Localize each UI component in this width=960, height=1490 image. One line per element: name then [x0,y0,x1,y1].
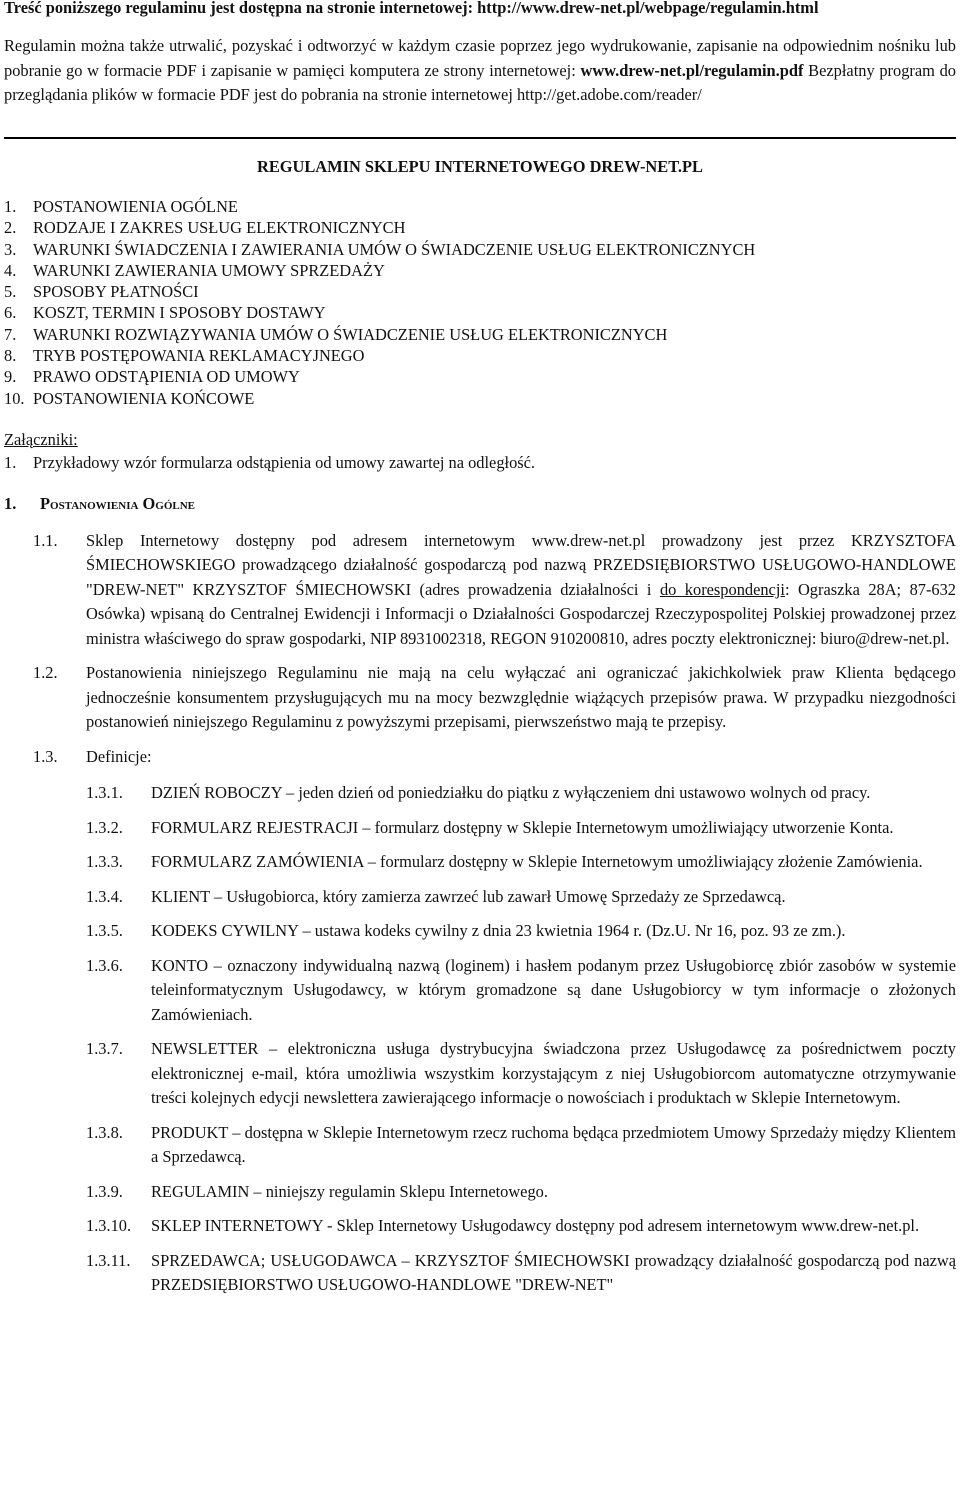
intro-pdf-link[interactable]: www.drew-net.pl/regulamin.pdf [580,60,804,80]
definition-number: 1.3.11. [86,1250,131,1270]
definition-item [86,850,956,875]
toc-item [4,217,956,238]
intro-text-end: Bezpłatny program do przeglądania plików w formacie PDF jest do pobrania na stronie internetowej http://get.adobe.com/reader/ [4,60,956,104]
intro-source-line: Treść poniższego regulaminu jest dostępna na stronie internetowej: http://www.drew-net.pl/webpage/regulamin.html [4,0,819,17]
toc-label: WARUNKI ŚWIADCZENIA I ZAWIERANIA UMÓW O ŚWIADCZENIE USŁUG ELEKTRONICZNYCH [33,239,756,259]
toc-item [4,239,956,260]
title-divider [4,137,956,139]
definition-text: PRODUKT – dostępna w Sklepie Internetowym rzecz ruchoma będąca przedmiotem Umowy Sprzedaży między Klientem a Sprzedawcą. [151,1122,956,1167]
paragraph-number: 1.1. [33,530,58,550]
definition-text: NEWSLETTER – elektroniczna usługa dystrybucyjna świadczona przez Usługodawcę za pośrednictwem poczty elektronicznej e-mail, która umożliwia wszystkim korzystającym z niej Usługobiorcom automatyczne otrzymywanie treści kolejnych edycji newslettera zawierającego informacje o nowościach i produktach w Sklepie Internetowym. [151,1039,956,1108]
definition-item [86,1180,956,1205]
toc-item [4,260,956,281]
definition-text: KODEKS CYWILNY – ustawa kodeks cywilny z dnia 23 kwietnia 1964 r. (Dz.U. Nr 16, poz. 93 ze zm.). [151,921,846,941]
section-heading [4,492,956,517]
definition-text: KONTO – oznaczony indywidualną nazwą (loginem) i hasłem podanym przez Usługobiorcę zbiór zasobów w systemie teleinformatycznym Usługodawcy, w którym gromadzone są dane Usługobiorcy w tym informacje o złożonych Zamówieniach. [151,955,956,1024]
definition-item [86,781,956,806]
toc-label: POSTANOWIENIA OGÓLNE [33,197,238,216]
definition-number: 1.3.3. [86,852,123,872]
toc-number: 9. [4,367,17,387]
definition-item [86,1249,956,1298]
toc-label: TRYB POSTĘPOWANIA REKLAMACYJNEGO [33,346,365,366]
toc-item [4,324,956,345]
intro-text-start: Regulamin można także utrwalić, pozyskać i odtworzyć w każdym czasie poprzez jego wydrukowanie, zapisanie na odpowiednim nośniku lub pobranie go w formacie PDF i zapisanie w pamięci komputera ze strony internetowej: [4,36,956,80]
attachments-heading: Załączniki: [4,429,78,449]
definition-item [86,885,956,910]
definition-item [86,1214,956,1239]
definition-item [86,919,956,944]
toc-label: POSTANOWIENIA KOŃCOWE [33,388,255,408]
paragraph-text: Postanowienia niniejszego Regulaminu nie mają na celu wyłączać ani ograniczać jakichkolwiek praw Klienta będącego jednocześnie konsumentem przysługujących mu na mocy bezwzględnie wiążących przepisów prawa. W przypadku niezgodności postanowień niniejszego Regulaminu z powyższymi przepisami, pierwszeństwo mają te przepisy. [86,663,956,732]
attachment-item [4,452,956,474]
toc-label: WARUNKI ZAWIERANIA UMOWY SPRZEDAŻY [33,260,385,280]
toc-number: 6. [4,303,17,323]
definition-text: SPRZEDAWCA; USŁUGODAWCA – KRZYSZTOF ŚMIECHOWSKI prowadzący działalność gospodarczą pod nazwą PRZEDSIĘBIORSTWO USŁUGOWO-HANDLOWE "DREW-NET" [151,1250,956,1295]
toc-label: RODZAJE I ZAKRES USŁUG ELEKTRONICZNYCH [33,218,406,238]
toc-item [4,281,956,302]
toc-item [4,196,956,217]
toc-item [4,302,956,323]
paragraph-1-3 [33,745,956,770]
paragraph-text-part: : Ograszka 28A; 87-632 Osówka) wpisaną do Centralnej Ewidencji i Informacji o Działalności Gospodarczej Rzeczypospolitej Polskiej prowadzonej przez ministra właściwego do spraw gospodarki, NIP 8931002318, REGON 910200810, adres poczty elektronicznej: biuro@drew-net.pl. [86,579,957,648]
toc-label: PRAWO ODSTĄPIENIA OD UMOWY [33,367,300,387]
definition-text: FORMULARZ ZAMÓWIENIA – formularz dostępny w Sklepie Internetowym umożliwiający złożenie Zamówienia. [151,852,923,872]
attachment-number: 1. [4,453,17,473]
toc-number: 7. [4,324,17,344]
definition-number: 1.3.10. [86,1216,132,1236]
toc-number: 5. [4,282,17,302]
paragraph-text: Definicje: [86,746,152,766]
document-page [4,0,956,1298]
definition-text: SKLEP INTERNETOWY - Sklep Internetowy Usługodawcy dostępny pod adresem internetowym www.drew-net.pl. [151,1216,920,1236]
paragraph-text [86,529,956,652]
table-of-contents [4,196,956,409]
definition-item [86,816,956,841]
paragraph-number: 1.3. [33,746,58,766]
section-title: Postanowienia Ogólne [40,494,196,514]
toc-label: WARUNKI ROZWIĄZYWANIA UMÓW O ŚWIADCZENIE USŁUG ELEKTRONICZNYCH [33,324,668,344]
paragraph-text-underlined: do korespondencji [659,579,785,599]
toc-item [4,345,956,366]
toc-number: 8. [4,346,17,366]
toc-number: 3. [4,239,17,259]
attachment-label: Przykładowy wzór formularza odstąpienia od umowy zawartej na odległość. [33,453,536,473]
definition-text: DZIEŃ ROBOCZY – jeden dzień od poniedziałku do piątku z wyłączeniem dni ustawowo wolnych od pracy. [151,783,871,803]
paragraph-text-part: Sklep Internetowy dostępny pod adresem internetowym www.drew-net.pl prowadzony jest przez KRZYSZTOFA ŚMIECHOWSKIEGO prowadzącego działalność gospodarczą pod nazwą PRZEDSIĘBIORSTWO USŁUGOWO-HANDLOWE "DREW-NET" KRZYSZTOF ŚMIECHOWSKI (adres prowadzenia działalności i [86,530,956,599]
toc-number: 1. [4,197,17,216]
definition-number: 1.3.5. [86,921,123,941]
paragraph-number: 1.2. [33,663,58,683]
toc-item [4,366,956,387]
definition-number: 1.3.6. [86,955,123,975]
toc-item [4,388,956,409]
definition-number: 1.3.9. [86,1181,123,1201]
toc-label: SPOSOBY PŁATNOŚCI [33,282,199,302]
definition-item [86,1037,956,1111]
document-title: REGULAMIN SKLEPU INTERNETOWEGO DREW-NET.PL [257,156,703,176]
definition-number: 1.3.4. [86,886,123,906]
paragraph-1-2 [33,661,956,735]
toc-number: 4. [4,260,17,280]
definition-number: 1.3.2. [86,817,123,837]
definition-number: 1.3.1. [86,783,123,803]
definition-text: KLIENT – Usługobiorca, który zamierza zawrzeć lub zawarł Umowę Sprzedaży ze Sprzedawcą. [151,886,786,906]
definition-item [86,954,956,1028]
section-number: 1. [4,494,17,514]
definition-number: 1.3.7. [86,1039,123,1059]
definition-text: REGULAMIN – niniejszy regulamin Sklepu Internetowego. [151,1181,548,1201]
definition-number: 1.3.8. [86,1122,123,1142]
toc-label: KOSZT, TERMIN I SPOSOBY DOSTAWY [33,303,326,323]
definition-text: FORMULARZ REJESTRACJI – formularz dostępny w Sklepie Internetowym umożliwiający utworzenie Konta. [151,817,894,837]
paragraph-1-1 [33,529,956,652]
toc-number: 10. [4,388,25,408]
toc-number: 2. [4,218,17,238]
intro-paragraph [4,34,956,108]
definition-item [86,1121,956,1170]
